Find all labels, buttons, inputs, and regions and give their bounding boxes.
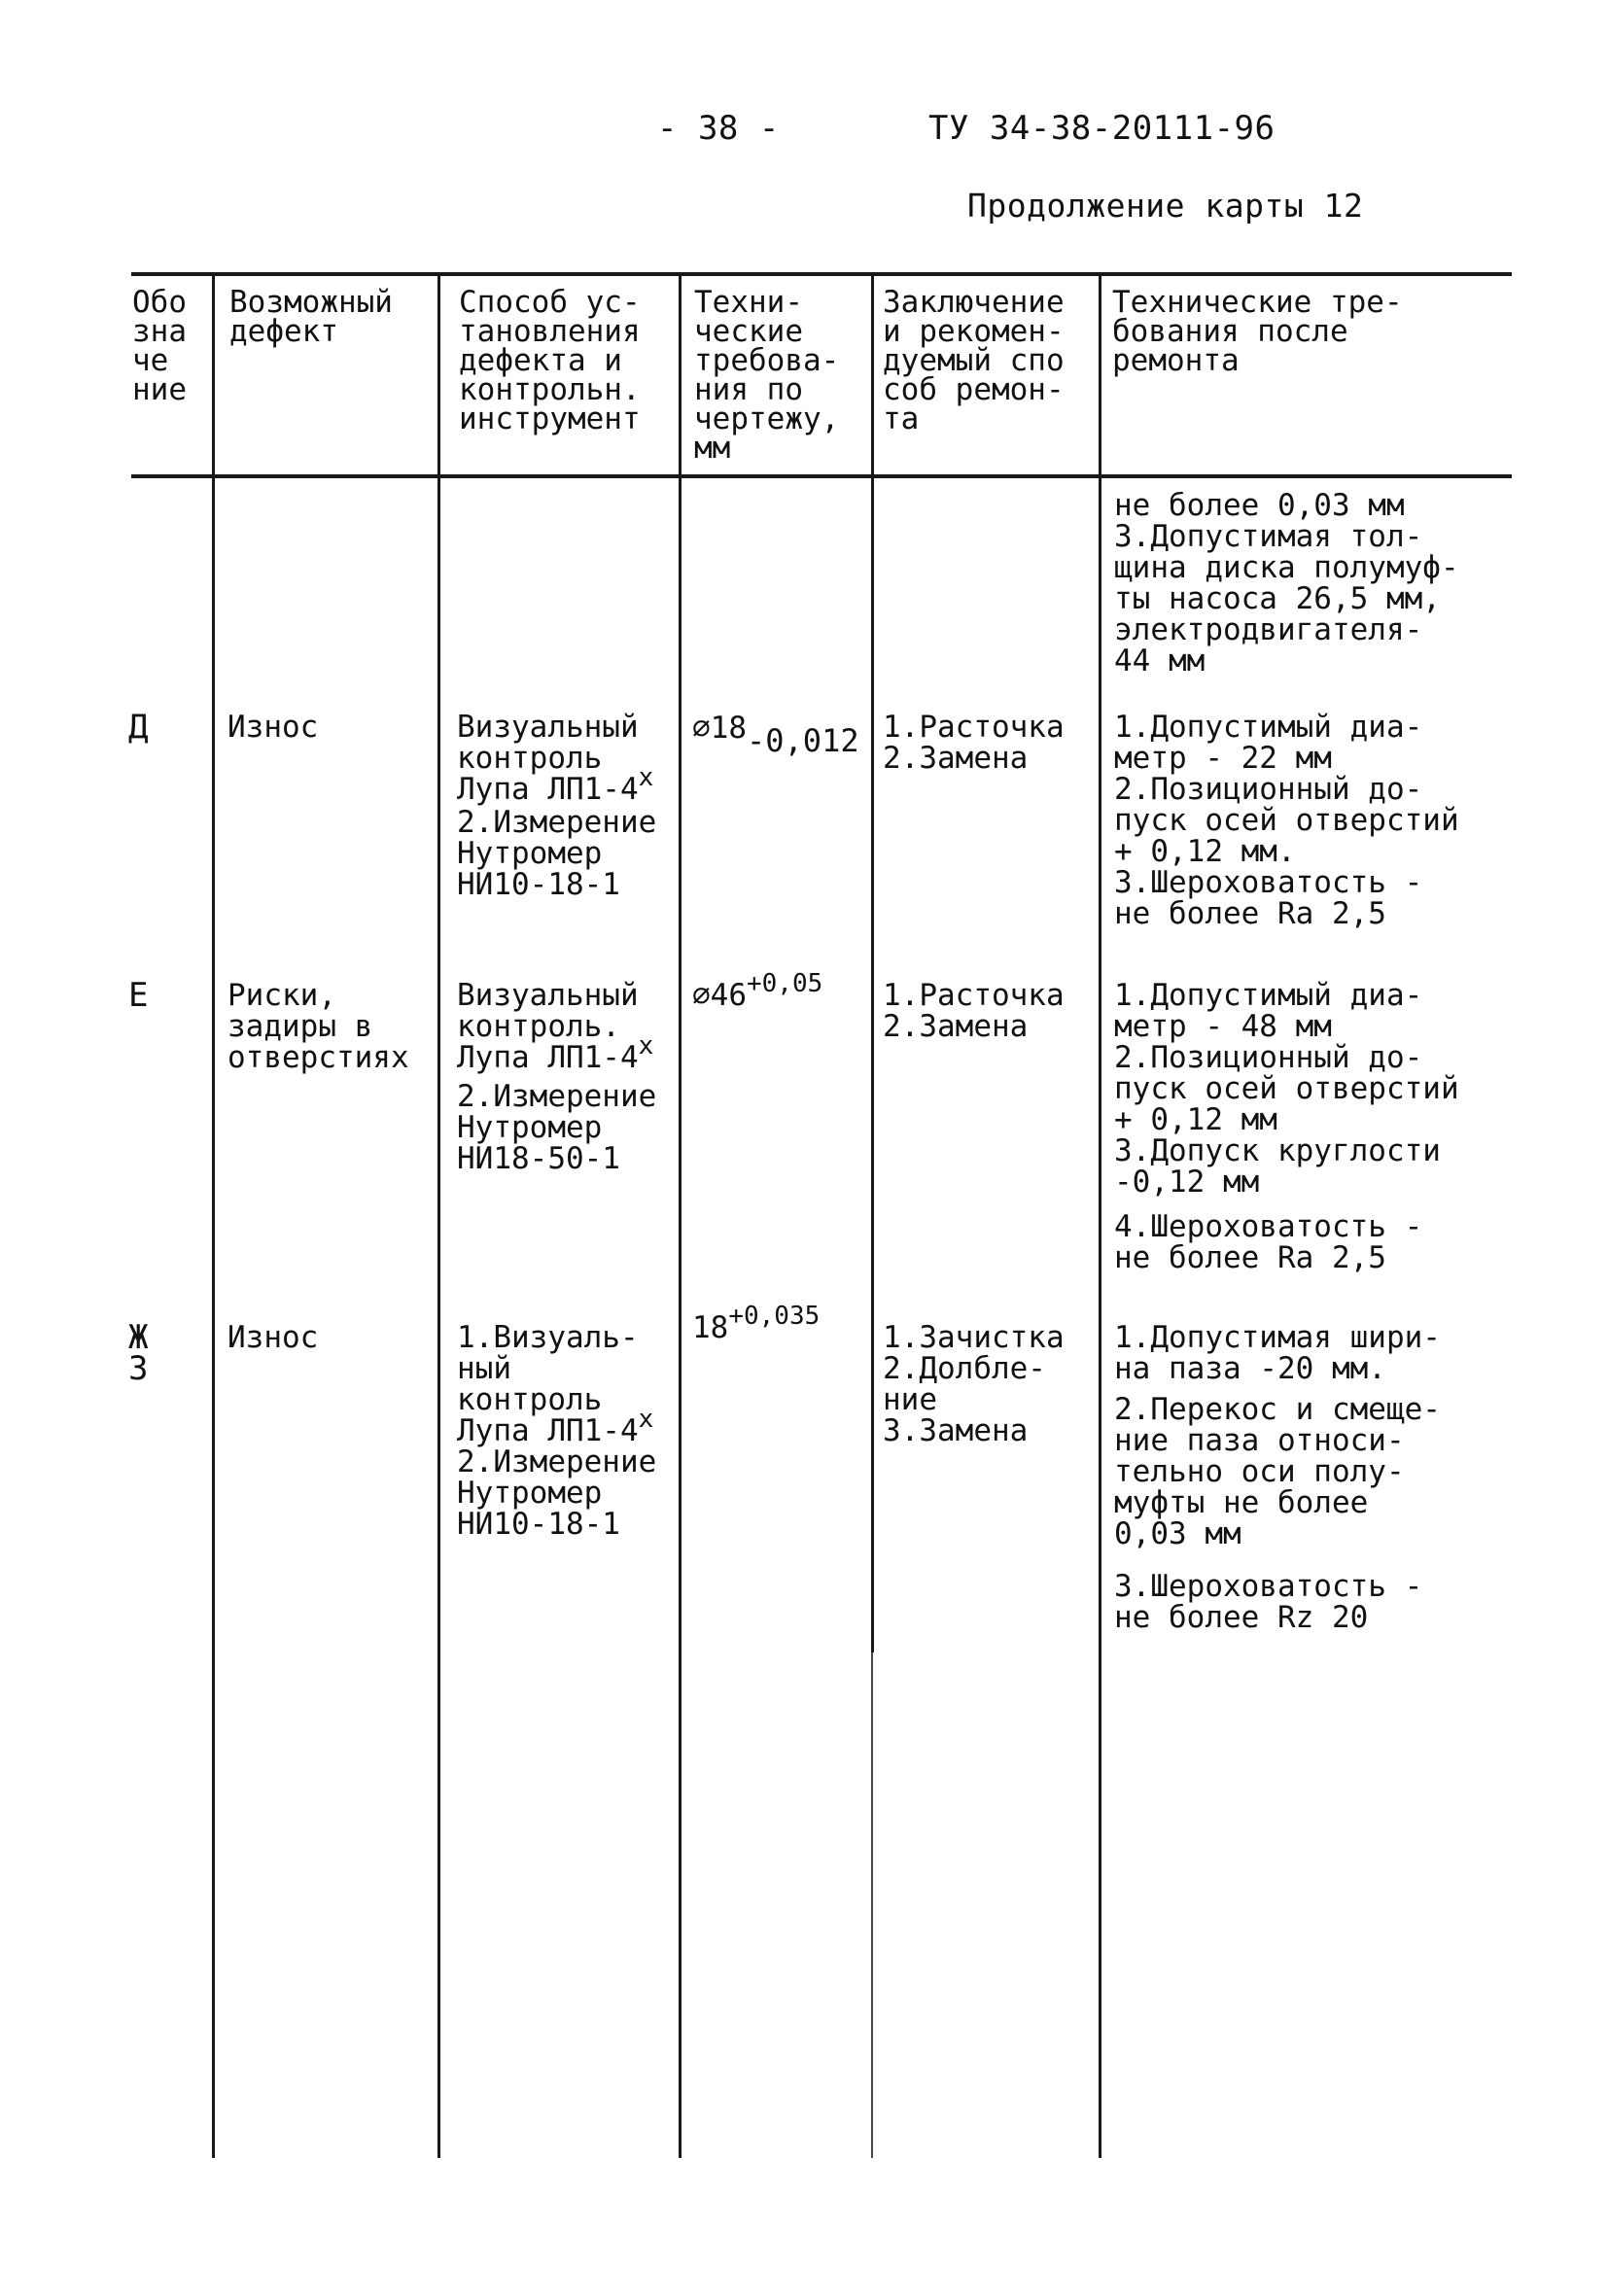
- table-row-requirement-tolerance: +0,035: [728, 1302, 821, 1331]
- column-divider-1: [212, 272, 215, 2158]
- table-row-method-text: Визуальный контроль. Лупа ЛП1-4: [457, 978, 639, 1075]
- table-row-after-repair: 1.Допустимый диа- метр - 22 мм 2.Позиционный до- пуск осей отверстий + 0,12 мм. 3.Шероховатость - не более Ra 2,5: [1114, 710, 1459, 931]
- table-row-conclusion: 1.Расточка 2.Замена: [883, 710, 1065, 776]
- table-row-defect: Риски, задиры в отверстиях: [227, 978, 409, 1075]
- column-header-conclusion: Заключение и рекомен- дуемый спо соб ремон- та: [883, 285, 1065, 436]
- table-row-measurement: 2.Измерение Нутромер НИ10-18-1: [457, 805, 657, 902]
- table-row-method: [457, 712, 653, 807]
- table-row-code: Е: [128, 976, 149, 1015]
- table-header-rule: [131, 474, 1512, 478]
- column-divider-4: [871, 272, 874, 1652]
- column-header-detection-method: Способ ус- тановления дефекта и контрольн. инструмент: [459, 285, 641, 436]
- column-divider-5: [1099, 272, 1101, 2158]
- table-row-after-repair: 1.Допустимый диа- метр - 48 мм 2.Позиционный до- пуск осей отверстий + 0,12 мм 3.Допуск круглости -0,12 мм: [1114, 978, 1459, 1200]
- column-divider-3: [679, 272, 682, 2158]
- table-row-requirement-value: ∅46: [692, 978, 747, 1013]
- table-row-conclusion: 1.Расточка 2.Замена: [883, 978, 1065, 1044]
- document-code: ТУ 34-38-20111-96: [928, 109, 1276, 148]
- table-row-code: Д: [128, 708, 149, 747]
- table-row-method-text: 1.Визуаль- ный контроль Лупа ЛП1-4: [457, 1320, 639, 1448]
- table-row-after-repair-roughness: 4.Шероховатость - не более Ra 2,5: [1114, 1209, 1423, 1275]
- table-row-method-superscript: х: [638, 763, 654, 792]
- table-row-drawing-requirement: [692, 969, 823, 1013]
- table-row-drawing-requirement: [692, 1302, 821, 1345]
- table-row-requirement-value: 18: [692, 1310, 729, 1345]
- table-row-after-repair-skew: 2.Перекос и смеще- ние паза относи- тельно оси полу- муфты не более 0,03 мм: [1114, 1392, 1441, 1551]
- table-row-method-superscript: х: [638, 1405, 654, 1434]
- table-row-after-repair: 1.Допустимая шири- на паза -20 мм.: [1114, 1320, 1441, 1386]
- page-number: - 38 -: [657, 109, 780, 148]
- column-header-designation: Обо зна че ние: [132, 285, 187, 407]
- table-row-measurement: 2.Измерение Нутромер НИ18-50-1: [457, 1079, 657, 1176]
- column-header-drawing-requirements: Техни- ческие требова- ния по чертежу, мм: [694, 285, 840, 466]
- column-header-defect: Возможный дефект: [229, 285, 393, 349]
- table-row-defect: Износ: [227, 710, 319, 745]
- table-row-after-repair-roughness: 3.Шероховатость - не более Rz 20: [1114, 1569, 1423, 1635]
- table-top-rule: [131, 272, 1512, 276]
- table-row-requirement-tolerance: +0,05: [747, 969, 823, 998]
- continuation-label: Продолжение карты 12: [967, 187, 1364, 225]
- column-divider-4-lower: [871, 1652, 873, 2158]
- table-row-drawing-requirement: [692, 711, 859, 759]
- table-row-method-text: Визуальный контроль Лупа ЛП1-4: [457, 710, 639, 807]
- table-row-conclusion: 1.Зачистка 2.Долбле- ние 3.Замена: [883, 1320, 1065, 1448]
- table-row-measurement: 2.Измерение Нутромер НИ10-18-1: [457, 1444, 657, 1542]
- table-row-method: [457, 1322, 653, 1448]
- table-row-method: [457, 980, 653, 1075]
- table-row-method-superscript: х: [638, 1031, 654, 1061]
- table-row-requirement-value: ∅18: [692, 711, 747, 746]
- table-row-defect: Износ: [227, 1320, 319, 1355]
- column-divider-2: [437, 272, 440, 2158]
- table-row-requirement-tolerance: -0,012: [747, 722, 859, 759]
- column-header-after-repair: Технические тре- бования после ремонта: [1112, 285, 1403, 378]
- carryover-requirements: не более 0,03 мм 3.Допустимая тол- щина диска полумуф- ты насоса 26,5 мм, электродвигателя- 44 мм: [1114, 488, 1459, 678]
- table-row-code: Ж З: [128, 1318, 149, 1388]
